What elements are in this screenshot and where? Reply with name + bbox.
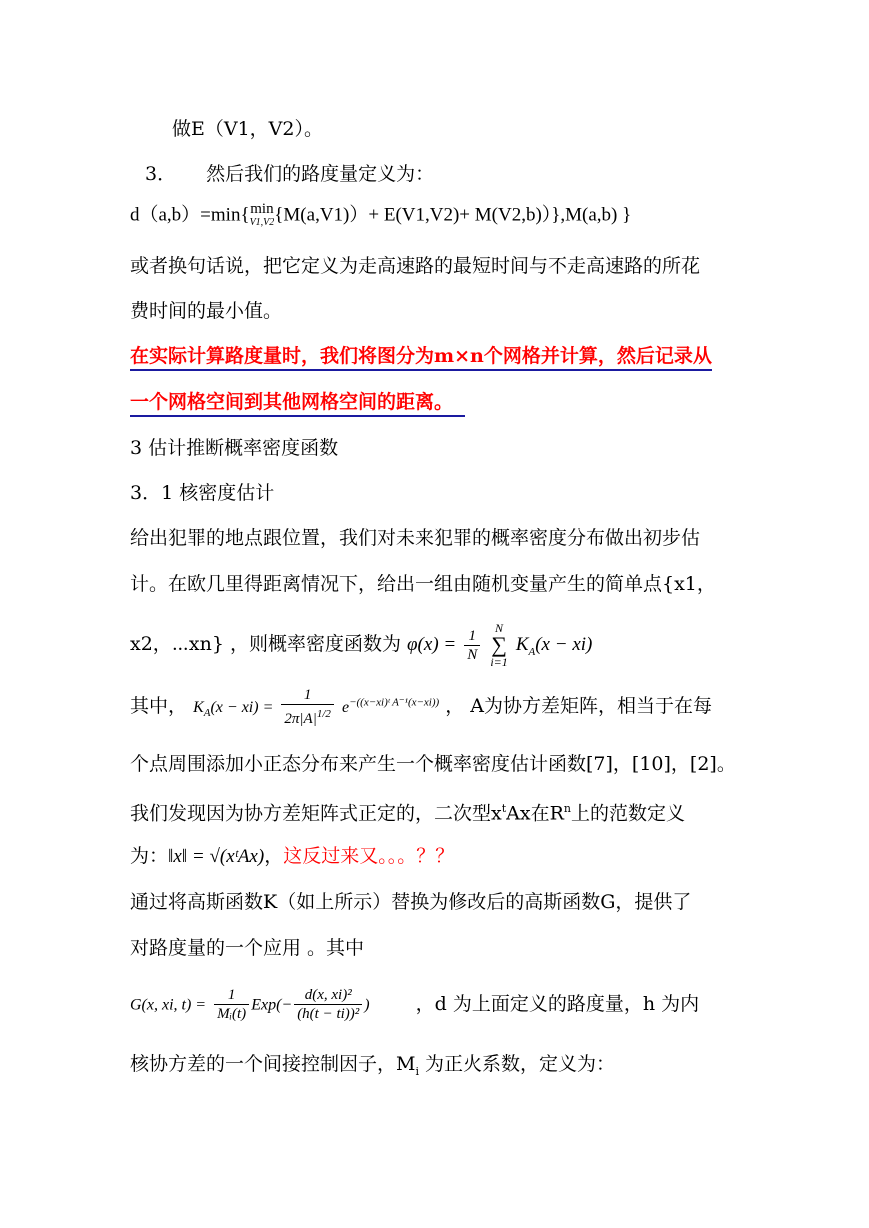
fraction-1-over-n: $\frac{1}{N}$ — [464, 627, 480, 664]
text-line-5: 费时间的最小值。 — [130, 300, 283, 322]
formula-modified-gaussian: G(x, xi, t) = $\frac{1}{\text{Mᵢ(t)}}$ Exp(− $\frac{\text{d(x, xi)²}}{\text{(h(t − ti))²}}$ ) ，d 为上面定义的路度量，h 为内 — [130, 987, 700, 1022]
underlined-text: 在实际计算路度量时，我们将图分为m×n个网格并计算，然后记录从 — [130, 345, 712, 371]
list-text: 然后我们的路度量定义为： — [206, 163, 435, 185]
formula-prefix: d（a,b）=min{ — [130, 204, 250, 226]
distance-fraction: $\frac{\text{d(x, xi)²}}{\text{(h(t − ti))²}}$ — [294, 986, 362, 1023]
density-intro: x2，⋯xn} ，则概率密度函数为 — [130, 633, 401, 655]
formula-suffix: {M(a,V1)）+ E(V1,V2)+ M(V2,b)）},M(a,b) } — [274, 204, 632, 226]
subsection-heading: 3．1 核密度估计 — [130, 482, 275, 504]
summation-symbol: N ∑ i=1 — [490, 621, 508, 669]
formula-kernel — [130, 686, 712, 728]
kernel-lhs: $K_A(x - xi)$ = — [193, 699, 274, 720]
density-lhs: φ(x) = — [407, 634, 457, 655]
kernel-term: $K_A(x - xi)$ — [515, 634, 593, 658]
text-line-20: 核协方差的一个间接控制因子，$M_i$ 为正火系数，定义为： — [130, 1053, 616, 1078]
exp-function: Exp(− — [251, 996, 293, 1014]
text-line-15: 我们发现因为协方差矩阵式正定的，二次型$x^tAx$在$R^n$上的范数定义 — [130, 802, 685, 825]
text-line-14: 个点周围添加小正态分布来产生一个概率密度估计函数[7]，[10]，[2]。 — [130, 753, 736, 775]
list-number: 3． — [145, 163, 177, 185]
gaussian-lhs: G(x, xi, t) = — [130, 996, 207, 1014]
text-line-11: 计。在欧几里得距离情况下，给出一组由随机变量产生的简单点{x1， — [130, 573, 716, 595]
text-line-2 — [145, 162, 434, 186]
norm-formula: ‖x‖ = √(xᵗAx) — [168, 846, 265, 867]
kernel-exponential: $e^{-((x-xi)ᵗ A^{-1}(x-xi))}$ — [341, 696, 440, 716]
kernel-intro: 其中， — [130, 695, 188, 717]
min-operator: min V1,V2 — [249, 201, 275, 228]
text-line-1: 做E（V1，V2）。 — [172, 118, 323, 140]
text-line-10: 给出犯罪的地点跟位置，我们对未来犯罪的概率密度分布做出初步估 — [130, 527, 701, 549]
formula-path-metric — [130, 203, 631, 229]
red-comment: 这反过来又。。。？？ — [283, 845, 455, 867]
text-line-4: 或者换句话说，把它定义为走高速路的最短时间与不走高速路的所花 — [130, 255, 701, 277]
section-heading: 3 估计推断概率密度函数 — [130, 437, 339, 459]
highlight-line-2 — [130, 390, 465, 414]
formula-density — [130, 622, 592, 668]
text-line-18: 对路度量的一个应用 。其中 — [130, 937, 365, 959]
kernel-description: ， A为协方差矩阵，相当于在每 — [445, 695, 713, 717]
kernel-fraction: $\frac{1}{2\pi|A|^{1/2}}$ — [281, 686, 334, 728]
highlight-line-1 — [130, 344, 712, 368]
underlined-text: 一个网格空间到其他网格空间的距离。 — [130, 391, 465, 417]
text-line-17: 通过将高斯函数K（如上所示）替换为修改后的高斯函数G，提供了 — [130, 891, 692, 913]
normalizer-fraction: $\frac{1}{\text{Mᵢ(t)}}$ — [214, 986, 249, 1023]
gaussian-description: ，d 为上面定义的路度量，h 为内 — [415, 992, 700, 1015]
text-line-16: 为：‖x‖ = √(xᵗAx)，这反过来又。。。？？ — [130, 845, 455, 867]
